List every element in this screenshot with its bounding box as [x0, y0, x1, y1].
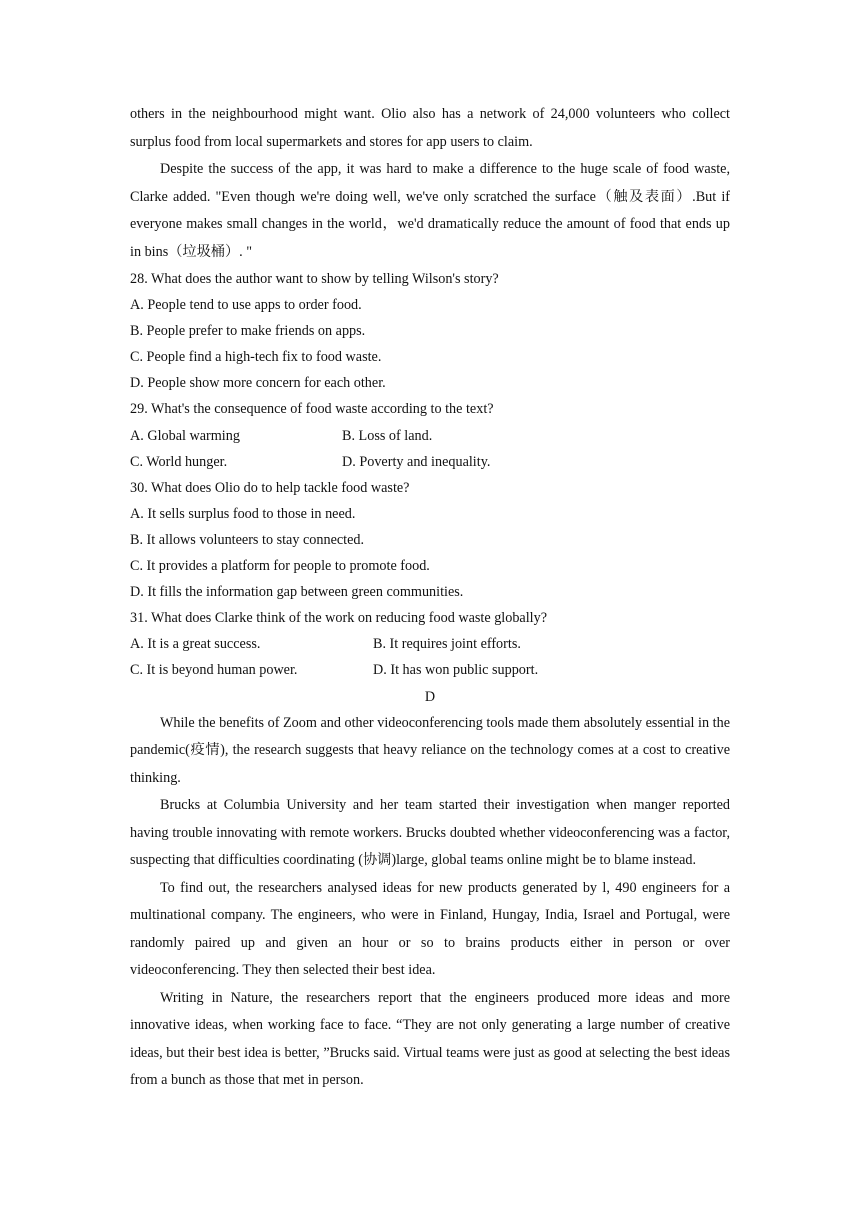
- option-row: [130, 423, 730, 449]
- option-d: D. It has won public support.: [373, 662, 539, 679]
- section-heading: D: [424, 688, 436, 705]
- question-stem: 28. What does the author want to show by telling Wilson's story?: [130, 271, 499, 287]
- passage-d-paragraph: While the benefits of Zoom and other videoconferencing tools made them absolutely essential in the pandemic(疫情), the research suggests that heavy reliance on the technology comes at a cost to creative thinking.: [130, 714, 730, 786]
- option-c: C. It provides a platform for people to promote food.: [130, 558, 430, 575]
- question-28: [130, 266, 730, 396]
- question-31: [130, 605, 730, 683]
- passage-c-paragraph: Despite the success of the app, it was hard to make a difference to the huge scale of food waste, Clarke added. "Even though we're doing well, we've only scratched the surface（触及表面）.But if everyone makes small changes in the world，we'd dramatically reduce the amount of food that ends up in bins（垃圾桶）. ": [130, 161, 730, 260]
- question-stem: 31. What does Clarke think of the work on reducing food waste globally?: [130, 610, 547, 627]
- option-row: [130, 631, 730, 657]
- option-b: B. Loss of land.: [342, 427, 433, 444]
- option-d: D. Poverty and inequality.: [342, 453, 491, 470]
- option-c: C. World hunger.: [130, 453, 228, 470]
- option-a: A. People tend to use apps to order food.: [130, 297, 362, 314]
- passage-d-paragraph: Brucks at Columbia University and her team started their investigation when manger reported having trouble innovating with remote workers. Brucks doubted whether videoconferencing was a factor, suspecting that difficulties coordinating (协调)large, global teams online might be to blame instead.: [130, 797, 730, 869]
- option-d: D. It fills the information gap between green communities.: [130, 584, 464, 601]
- question-29: [130, 396, 730, 474]
- document-body: [130, 101, 730, 1095]
- option-a: A. It sells surplus food to those in need.: [130, 505, 356, 522]
- option-d: D. People show more concern for each other.: [130, 375, 386, 392]
- option-a: A. Global warming: [130, 427, 240, 444]
- question-stem: 30. What does Olio do to help tackle food waste?: [130, 479, 410, 496]
- option-row: [130, 657, 730, 683]
- question-stem: 29. What's the consequence of food waste according to the text?: [130, 401, 494, 418]
- passage-d-paragraph: To find out, the researchers analysed ideas for new products generated by l, 490 engineers for a multinational company. The engineers, who were in Finland, Hungay, India, Israel and Portugal, were randomly paired up and given an hour or so to brains products either in person or over videoconferencing. They then selected their best idea.: [130, 879, 730, 979]
- passage-c-paragraph: others in the neighbourhood might want. Olio also has a network of 24,000 volunteers who collect surplus food from local supermarkets and stores for app users to claim.: [130, 106, 730, 150]
- question-30: [130, 475, 730, 605]
- option-c: C. People find a high-tech fix to food waste.: [130, 349, 382, 366]
- option-a: A. It is a great success.: [130, 636, 261, 653]
- option-c: C. It is beyond human power.: [130, 662, 298, 679]
- option-row: [130, 449, 730, 475]
- option-b: B. It allows volunteers to stay connected.: [130, 531, 365, 548]
- option-b: B. It requires joint efforts.: [373, 636, 521, 653]
- passage-d-paragraph: Writing in Nature, the researchers report that the engineers produced more ideas and more innovative ideas, when working face to face. “They are not only generating a large number of creative ideas, but their best idea is better, ”Brucks said. Virtual teams were just as good at selecting the best ideas from a bunch as those that met in person.: [130, 989, 730, 1089]
- option-b: B. People prefer to make friends on apps.: [130, 323, 366, 340]
